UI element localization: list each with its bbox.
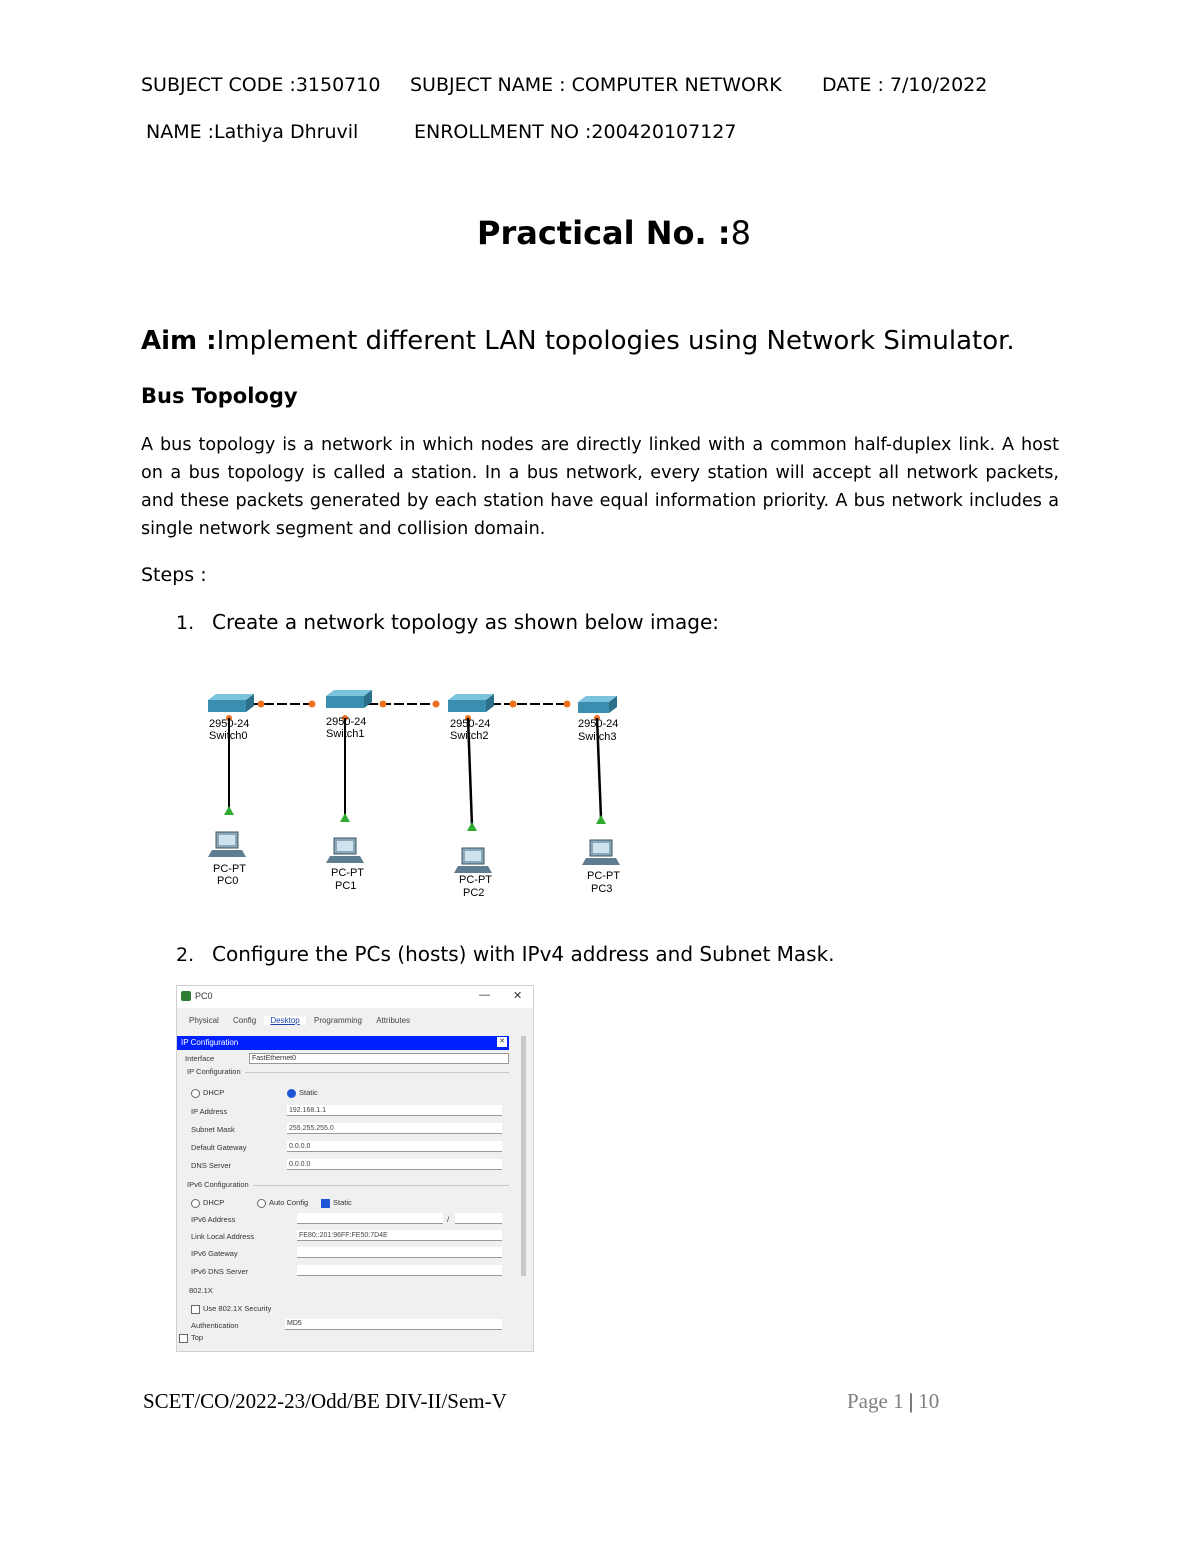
steps-label: Steps : — [141, 564, 207, 586]
link-local-field[interactable]: FE80::201:96FF:FE50:7D4E — [297, 1230, 502, 1241]
page-current: 1 — [893, 1389, 904, 1413]
ipv6-address-field[interactable] — [297, 1213, 443, 1224]
ipv6-auto-option[interactable] — [257, 1198, 308, 1208]
title-number: 8 — [730, 214, 751, 252]
pc-model-label: PC-PT — [331, 867, 364, 879]
link-local-label: Link Local Address — [191, 1232, 254, 1241]
date: DATE : 7/10/2022 — [822, 74, 988, 96]
authentication-value: MD5 — [287, 1320, 302, 1327]
minimize-icon[interactable]: — — [479, 989, 490, 1001]
interface-value: FastEthernet0 — [252, 1055, 296, 1062]
pc-config-window — [176, 985, 534, 1352]
aim-label: Aim : — [141, 326, 217, 356]
tab-config[interactable]: Config — [233, 1016, 257, 1025]
default-gateway-label: Default Gateway — [191, 1143, 247, 1152]
aim — [141, 326, 1015, 356]
link-up-arrow — [596, 815, 606, 824]
port-dot — [564, 701, 571, 708]
ip-address-label: IP Address — [191, 1107, 228, 1116]
ipv6-dns-field[interactable] — [297, 1265, 502, 1276]
switch-name-label: Switch0 — [209, 730, 248, 742]
switch-icon — [326, 690, 372, 708]
section-heading: Bus Topology — [141, 384, 298, 408]
body-paragraph: A bus topology is a network in which nodes are directly linked with a common half-duplex link. A host on a bus topology is called a station. In a bus network, every station will accept all network packets, and these packets generated by each station have equal information priority. A bus network includes a single network segment and collision domain. — [141, 435, 1059, 539]
step-text: Configure the PCs (hosts) with IPv4 address and Subnet Mask. — [212, 942, 835, 966]
step-number: 1. — [176, 612, 195, 634]
switch-model-label: 2950-24 — [578, 718, 619, 730]
tab-attributes[interactable]: Attributes — [376, 1016, 411, 1025]
dhcp-label: DHCP — [203, 1088, 225, 1097]
page-total: 10 — [918, 1389, 940, 1413]
switch-model-label: 2950-24 — [209, 718, 250, 730]
panel-title: IP Configuration — [181, 1038, 239, 1047]
interface-select[interactable] — [249, 1053, 509, 1064]
window-titlebar — [177, 986, 533, 1008]
switch-name-label: Switch2 — [450, 730, 489, 742]
top-label: Top — [191, 1333, 204, 1342]
step-text: Create a network topology as shown below image: — [212, 610, 719, 634]
ipv6-section-label: IPv6 Configuration — [187, 1180, 249, 1189]
link-up-arrow — [224, 806, 234, 815]
window-title: PC0 — [195, 991, 213, 1001]
ieee-section-label: 802.1X — [189, 1286, 213, 1295]
pc-name-label: PC3 — [591, 883, 613, 895]
prefix-separator: / — [447, 1215, 450, 1224]
link-up-arrow — [467, 822, 477, 831]
switch-icon — [208, 694, 254, 712]
panel-close-icon[interactable]: ✕ — [497, 1037, 507, 1047]
ip-config-panel-title — [177, 1036, 509, 1050]
top-option[interactable] — [179, 1333, 531, 1351]
subject-name: SUBJECT NAME : COMPUTER NETWORK — [410, 74, 782, 96]
subject-code: SUBJECT CODE :3150710 — [141, 74, 381, 96]
pc-model-label: PC-PT — [213, 863, 246, 875]
student-name: NAME :Lathiya Dhruvil — [146, 121, 359, 143]
dhcp-option[interactable] — [191, 1088, 224, 1098]
page-title — [477, 214, 751, 252]
port-dot — [309, 701, 316, 708]
title-prefix: Practical No. : — [477, 214, 731, 252]
pc-model-label: PC-PT — [587, 870, 620, 882]
pc-icon — [582, 840, 620, 865]
authentication-select[interactable] — [285, 1319, 502, 1330]
top-checkbox[interactable] — [179, 1334, 188, 1343]
use-8021x-option[interactable] — [191, 1304, 271, 1314]
dhcp-radio[interactable] — [191, 1089, 200, 1098]
ipv6-prefix-field[interactable] — [455, 1213, 502, 1224]
default-gateway-field[interactable]: 0.0.0.0 — [287, 1141, 502, 1152]
switch-name-label: Switch3 — [578, 731, 617, 743]
footer-course-code: SCET/CO/2022-23/Odd/BE DIV-II/Sem-V — [143, 1389, 507, 1413]
ipv6-gateway-label: IPv6 Gateway — [191, 1249, 238, 1258]
ipv6-auto-radio[interactable] — [257, 1199, 266, 1208]
tab-bar — [183, 1016, 416, 1030]
tab-desktop[interactable]: Desktop — [264, 1016, 305, 1025]
pc-model-label: PC-PT — [459, 874, 492, 886]
ipv6-dns-label: IPv6 DNS Server — [191, 1267, 249, 1276]
port-dot — [433, 701, 440, 708]
port-dot — [380, 701, 387, 708]
pc-icon — [208, 832, 246, 857]
dns-server-label: DNS Server — [191, 1161, 232, 1170]
switch-model-label: 2950-24 — [450, 718, 491, 730]
page-word: Page — [847, 1389, 894, 1413]
switch-icon — [578, 696, 617, 713]
page-number — [847, 1389, 939, 1414]
interface-label: Interface — [185, 1054, 215, 1063]
pc-name-label: PC1 — [335, 880, 357, 892]
link-up-arrow — [340, 813, 350, 822]
ip-address-field[interactable]: 192.168.1.1 — [287, 1105, 502, 1116]
authentication-label: Authentication — [191, 1321, 239, 1330]
aim-text: Implement different LAN topologies using Network Simulator. — [216, 326, 1015, 356]
pc-icon — [326, 838, 364, 863]
close-icon[interactable]: ✕ — [513, 990, 523, 1002]
divider — [245, 1072, 509, 1073]
ipv6-dhcp-option[interactable] — [191, 1198, 224, 1208]
switch-name-label: Switch1 — [326, 728, 365, 740]
ipv6-auto-label: Auto Config — [269, 1198, 309, 1207]
divider — [253, 1185, 509, 1186]
port-dot — [510, 701, 517, 708]
subnet-mask-label: Subnet Mask — [191, 1125, 235, 1134]
tab-programming[interactable]: Programming — [313, 1016, 362, 1025]
ipv6-dhcp-label: DHCP — [203, 1198, 225, 1207]
enrollment-number: ENROLLMENT NO :200420107127 — [414, 121, 737, 143]
dns-server-field[interactable]: 0.0.0.0 — [287, 1159, 502, 1170]
scrollbar[interactable] — [521, 1036, 526, 1276]
use-8021x-checkbox[interactable] — [191, 1305, 200, 1314]
ipv6-static-option[interactable] — [321, 1198, 352, 1208]
step-number: 2. — [176, 944, 195, 966]
switch-icon — [448, 694, 494, 712]
ip-section-label: IP Configuration — [187, 1067, 241, 1076]
packet-tracer-icon — [181, 991, 191, 1001]
static-option[interactable] — [287, 1088, 318, 1098]
pc-name-label: PC0 — [217, 875, 239, 887]
subnet-mask-field[interactable]: 255.255.255.0 — [287, 1123, 502, 1134]
ipv6-static-radio[interactable] — [321, 1199, 330, 1208]
static-radio[interactable] — [287, 1089, 296, 1098]
ipv6-gateway-field[interactable] — [297, 1247, 502, 1258]
pc-icon — [454, 848, 492, 873]
page-separator: | — [903, 1389, 919, 1413]
ipv6-static-label: Static — [333, 1198, 352, 1207]
bus-topology-diagram — [176, 660, 646, 920]
static-label: Static — [299, 1088, 318, 1097]
ipv6-address-label: IPv6 Address — [191, 1215, 236, 1224]
tab-physical[interactable]: Physical — [189, 1016, 219, 1025]
use-8021x-label: Use 802.1X Security — [203, 1304, 272, 1313]
port-dot — [258, 701, 265, 708]
pc-name-label: PC2 — [463, 887, 485, 899]
switch-model-label: 2950-24 — [326, 716, 367, 728]
ipv6-dhcp-radio[interactable] — [191, 1199, 200, 1208]
